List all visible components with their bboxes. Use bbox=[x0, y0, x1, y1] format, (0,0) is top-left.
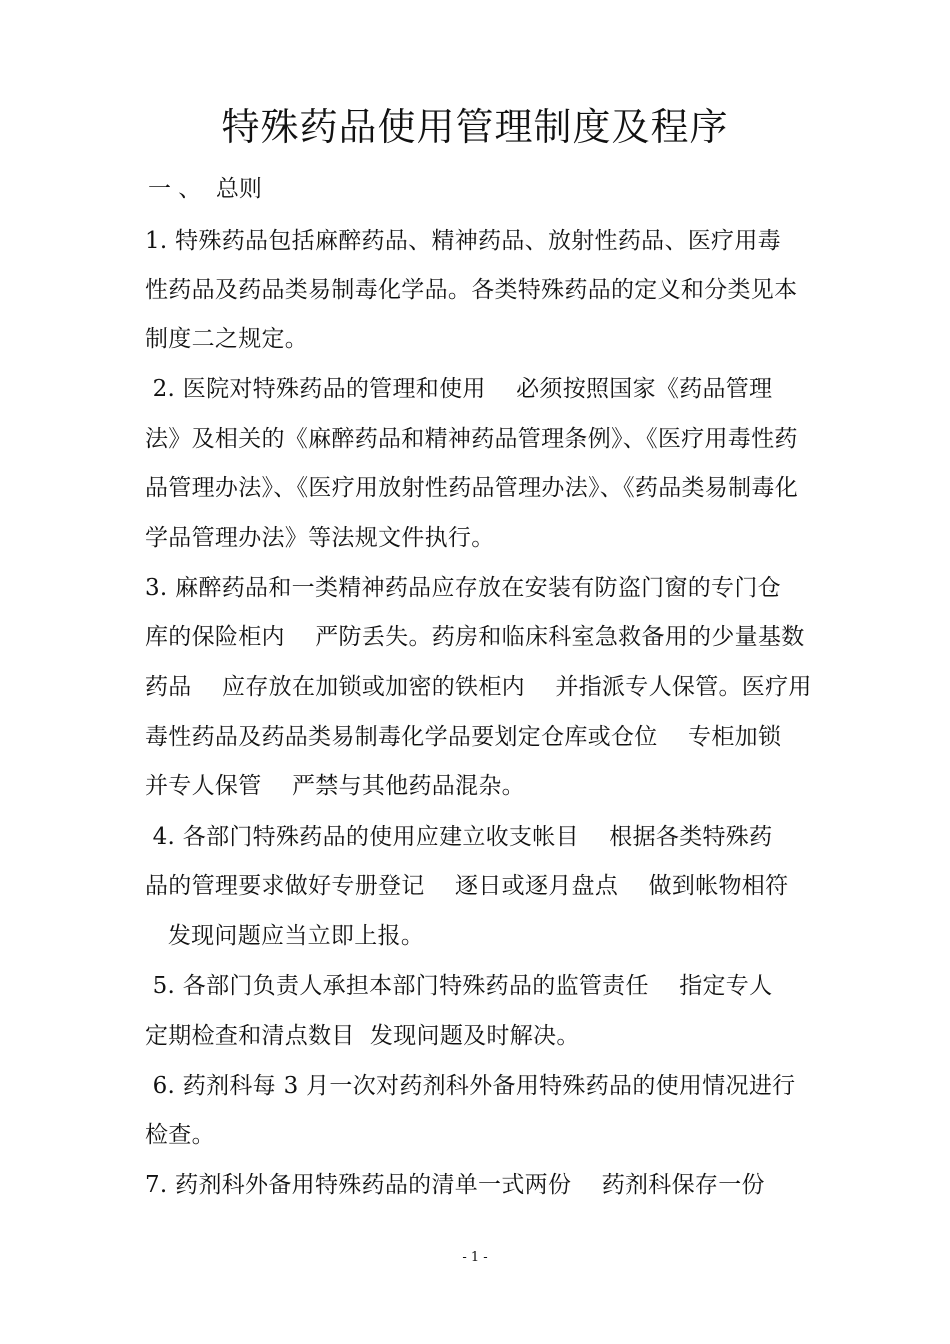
text-line: 品的管理要求做好专册登记 逐日或逐月盘点 做到帐物相符 bbox=[145, 873, 789, 899]
text-line: 4. 各部门特殊药品的使用应建立收支帐目 根据各类特殊药 bbox=[145, 824, 773, 850]
text-line: 发现问题应当立即上报。 bbox=[145, 923, 425, 949]
text-line: 品管理办法》、《医疗用放射性药品管理办法》、《药品类易制毒化 bbox=[145, 475, 798, 501]
text-line: 制度二之规定。 bbox=[145, 326, 309, 352]
text-line: 2. 医院对特殊药品的管理和使用 必须按照国家《药品管理 bbox=[145, 376, 773, 402]
text-line: 库的保险柜内 严防丢失。药房和临床科室急救备用的少量基数 bbox=[145, 624, 805, 650]
text-line: 7. 药剂科外备用特殊药品的清单一式两份 药剂科保存一份 bbox=[145, 1172, 765, 1198]
text-line: 性药品及药品类易制毒化学品。各类特殊药品的定义和分类见本 bbox=[145, 277, 798, 303]
text-line: 检查。 bbox=[145, 1122, 215, 1148]
document-title: 特殊药品使用管理制度及程序 bbox=[221, 105, 729, 149]
text-line: 1. 特殊药品包括麻醉药品、精神药品、放射性药品、医疗用毒 bbox=[145, 228, 781, 254]
text-line: 学品管理办法》等法规文件执行。 bbox=[145, 525, 495, 551]
section-heading: 一 、 总则 bbox=[148, 176, 262, 202]
text-line: 并专人保管 严禁与其他药品混杂。 bbox=[145, 773, 525, 799]
text-line: 6. 药剂科每 3 月一次对药剂科外备用特殊药品的使用情况进行 bbox=[145, 1073, 796, 1099]
text-line: 3. 麻醉药品和一类精神药品应存放在安装有防盗门窗的专门仓 bbox=[145, 575, 781, 601]
text-line: 定期检查和清点数目 发现问题及时解决。 bbox=[145, 1023, 580, 1049]
page-number: - 1 - bbox=[462, 1250, 488, 1265]
text-line: 法》及相关的《麻醉药品和精神药品管理条例》、《医疗用毒性药 bbox=[145, 426, 798, 452]
text-line: 药品 应存放在加锁或加密的铁柜内 并指派专人保管。医疗用 bbox=[145, 674, 812, 700]
text-line: 毒性药品及药品类易制毒化学品要划定仓库或仓位 专柜加锁 bbox=[145, 724, 782, 750]
text-line: 5. 各部门负责人承担本部门特殊药品的监管责任 指定专人 bbox=[145, 973, 773, 999]
